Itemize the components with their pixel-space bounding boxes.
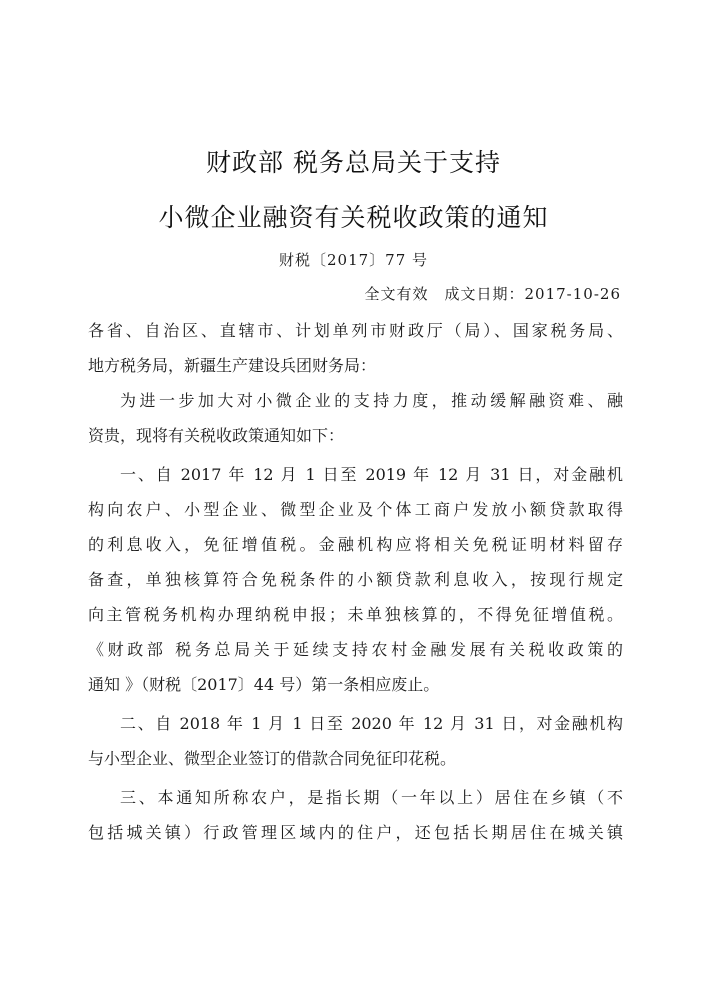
document-title-line-1: 财政部 税务总局关于支持 (206, 148, 501, 177)
addressee-line: 地方税务局，新疆生产建设兵团财务局： (88, 356, 377, 375)
article-2-line: 与小型企业、微型企业签订的借款合同免征印花税。 (88, 749, 457, 768)
article-1-line: 备查，单独核算符合免税条件的小额贷款利息收入，按现行规定 (88, 570, 623, 589)
article-3-line: 包括城关镇）行政管理区域内的住户，还包括长期居住在城关镇 (88, 823, 623, 842)
article-1-line: 一、自 2017 年 12 月 1 日至 2019 年 12 月 31 日，对金融机 (120, 465, 623, 484)
article-1-line: 向主管税务机构办理纳税申报；未单独核算的，不得免征增值税。 (88, 605, 623, 624)
article-3-line: 三、本通知所称农户，是指长期（一年以上）居住在乡镇（不 (120, 788, 623, 807)
document-number: 财税〔2017〕77 号 (278, 251, 429, 269)
intro-line: 资贵，现将有关税收政策通知如下： (88, 426, 345, 445)
intro-line: 为进一步加大对小微企业的支持力度，推动缓解融资难、融 (120, 391, 623, 410)
article-1-line: 《财政部 税务总局关于延续支持农村金融发展有关税收政策的 (88, 640, 623, 659)
article-1-line: 通知 》（财税〔2017〕44 号）第一条相应废止。 (88, 675, 440, 694)
article-1-line: 构向农户、小型企业、微型企业及个体工商户发放小额贷款取得 (88, 500, 623, 519)
status-and-date: 全文有效 成文日期：2017-10-26 (364, 285, 621, 303)
document-body (88, 313, 623, 850)
article-2-line: 二、自 2018 年 1 月 1 日至 2020 年 12 月 31 日，对金融机构 (120, 714, 623, 733)
article-1-line: 的利息收入，免征增值税。金融机构应将相关免税证明材料留存 (88, 535, 623, 554)
addressee-line: 各省、自治区、直辖市、计划单列市财政厅（局）、国家税务局、 (88, 321, 623, 340)
document-title-line-2: 小微企业融资有关税收政策的通知 (158, 203, 549, 232)
